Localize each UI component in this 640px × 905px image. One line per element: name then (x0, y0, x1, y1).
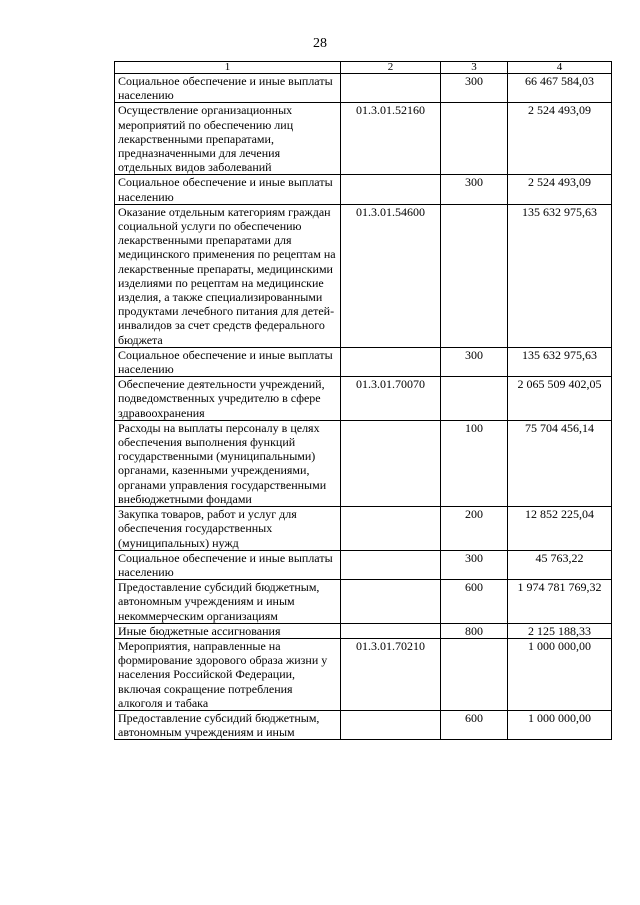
row-code-cell (341, 623, 441, 638)
row-name-cell: Мероприятия, направленные на формирование здорового образа жизни у населения Российской Федерации, включая сокращение потребления алкоголя и табака (115, 638, 341, 710)
row-kind-cell: 800 (441, 623, 508, 638)
row-amount-cell: 75 704 456,14 (508, 420, 612, 506)
row-kind-cell (441, 377, 508, 421)
row-kind-cell: 300 (441, 74, 508, 103)
row-code-cell: 01.3.01.52160 (341, 103, 441, 175)
row-name-cell: Закупка товаров, работ и услуг для обеспечения государственных (муниципальных) нужд (115, 507, 341, 551)
table-row (115, 638, 612, 710)
row-amount-cell: 2 065 509 402,05 (508, 377, 612, 421)
table-row (115, 204, 612, 347)
row-name-cell: Социальное обеспечение и иные выплаты населению (115, 175, 341, 204)
row-code-cell: 01.3.01.70210 (341, 638, 441, 710)
row-kind-cell: 600 (441, 580, 508, 624)
row-name-cell: Осуществление организационных мероприятий по обеспечению лиц лекарственными препаратами, предназначенными для лечения отдельных видов заболеваний (115, 103, 341, 175)
budget-table (114, 61, 612, 740)
row-code-cell (341, 710, 441, 739)
row-code-cell (341, 420, 441, 506)
row-amount-cell: 2 524 493,09 (508, 103, 612, 175)
row-name-cell: Расходы на выплаты персоналу в целях обеспечения выполнения функций государственными (муниципальными) органами, казенными учреждениями, органами управления государственными внебюджетными фондами (115, 420, 341, 506)
row-name-cell: Социальное обеспечение и иные выплаты населению (115, 74, 341, 103)
row-kind-cell: 600 (441, 710, 508, 739)
row-code-cell (341, 550, 441, 579)
table-row (115, 103, 612, 175)
table-body (115, 74, 612, 740)
table-row (115, 550, 612, 579)
row-amount-cell: 45 763,22 (508, 550, 612, 579)
page-number: 28 (313, 36, 327, 51)
header-row (115, 62, 612, 74)
row-kind-cell (441, 204, 508, 347)
row-amount-cell: 1 000 000,00 (508, 710, 612, 739)
row-amount-cell: 135 632 975,63 (508, 347, 612, 376)
row-name-cell: Оказание отдельным категориям граждан социальной услуги по обеспечению лекарственными препаратами для медицинского применения по рецептам на лекарственные препараты, медицинскими изделиями по рецептам на медицинские изделия, а также специализированными продуктами лечебного питания для детей-инвалидов за счет средств федерального бюджета (115, 204, 341, 347)
row-amount-cell: 1 974 781 769,32 (508, 580, 612, 624)
column-header-2: 2 (341, 62, 441, 74)
row-kind-cell (441, 638, 508, 710)
row-kind-cell: 200 (441, 507, 508, 551)
row-code-cell (341, 507, 441, 551)
row-name-cell: Предоставление субсидий бюджетным, автономным учреждениям и иным некоммерческим организациям (115, 580, 341, 624)
row-amount-cell: 66 467 584,03 (508, 74, 612, 103)
row-amount-cell: 135 632 975,63 (508, 204, 612, 347)
row-name-cell: Социальное обеспечение и иные выплаты населению (115, 347, 341, 376)
row-name-cell: Предоставление субсидий бюджетным, автономным учреждениям и иным (115, 710, 341, 739)
row-amount-cell: 12 852 225,04 (508, 507, 612, 551)
row-kind-cell: 300 (441, 175, 508, 204)
table-row (115, 580, 612, 624)
table-row (115, 710, 612, 739)
table-header (115, 62, 612, 74)
table-row (115, 420, 612, 506)
row-kind-cell: 300 (441, 550, 508, 579)
column-header-4: 4 (508, 62, 612, 74)
row-name-cell: Иные бюджетные ассигнования (115, 623, 341, 638)
row-code-cell: 01.3.01.70070 (341, 377, 441, 421)
table-row (115, 377, 612, 421)
row-amount-cell: 1 000 000,00 (508, 638, 612, 710)
row-kind-cell: 100 (441, 420, 508, 506)
table-row (115, 347, 612, 376)
row-kind-cell: 300 (441, 347, 508, 376)
row-code-cell (341, 74, 441, 103)
row-kind-cell (441, 103, 508, 175)
column-header-1: 1 (115, 62, 341, 74)
table-row (115, 175, 612, 204)
row-code-cell (341, 175, 441, 204)
row-code-cell (341, 580, 441, 624)
table-row (115, 74, 612, 103)
row-amount-cell: 2 524 493,09 (508, 175, 612, 204)
row-code-cell (341, 347, 441, 376)
table-row (115, 623, 612, 638)
row-name-cell: Социальное обеспечение и иные выплаты населению (115, 550, 341, 579)
row-code-cell: 01.3.01.54600 (341, 204, 441, 347)
column-header-3: 3 (441, 62, 508, 74)
row-amount-cell: 2 125 188,33 (508, 623, 612, 638)
row-name-cell: Обеспечение деятельности учреждений, подведомственных учредителю в сфере здравоохранения (115, 377, 341, 421)
table-row (115, 507, 612, 551)
